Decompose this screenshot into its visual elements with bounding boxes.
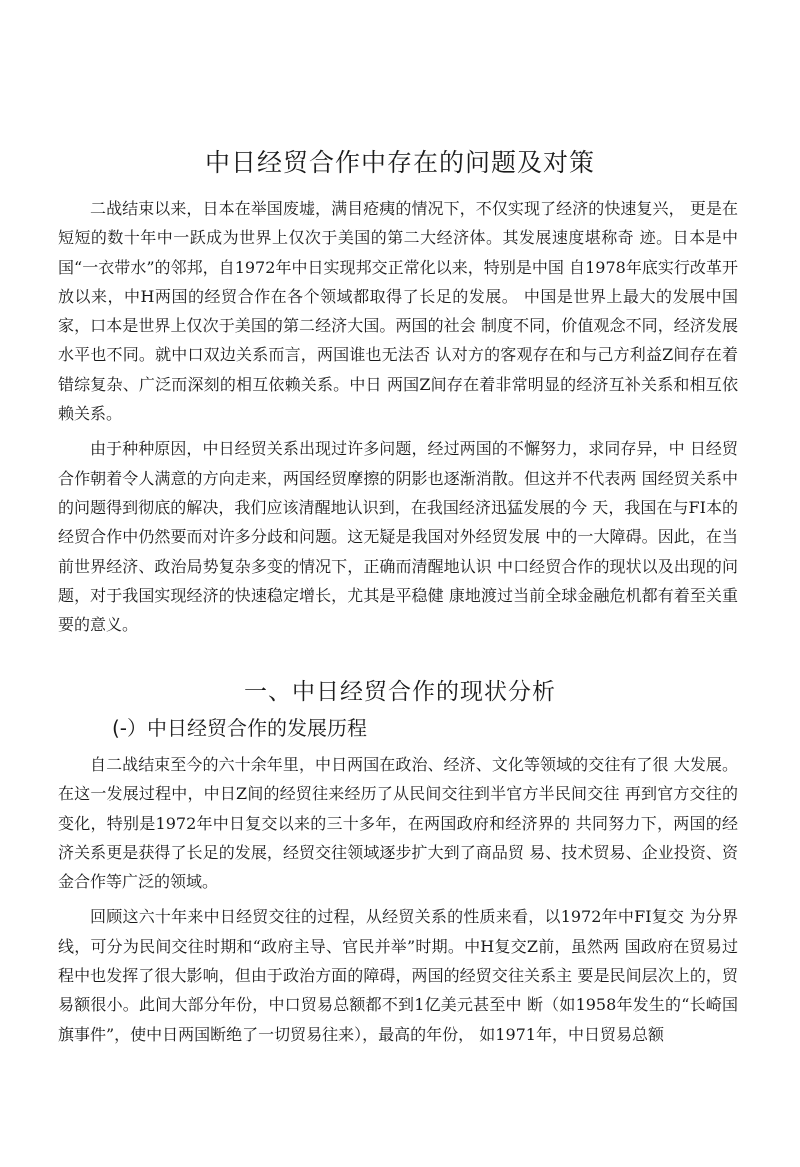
subsection-paragraph-1: 自二战结束至今的六十余年里，中日两国在政治、经济、文化等领域的交往有了很 大发展。在这一发展过程中，中日Z间的经贸往来经历了从民间交往到半官方半民间交往 再到官方交往的变化，特别是1972年中日复交以来的三十多年，在两国政府和经济界的 共同努力下，两国的经济关系更是获得了长足的发展，经贸交往领域逐步扩大到了商品贸 易、技术贸易、企业投资、资金合作等广泛的领域。 xyxy=(58,755,738,892)
document-title: 中日经贸合作中存在的问题及对策 xyxy=(204,148,595,177)
intro-paragraph-1: 二战结束以来，日本在举国废墟，满目疮痍的情况下，不仅实现了经济的快速复兴， 更是在短短的数十年中一跃成为世界上仅次于美国的第二大经济体。其发展速度堪称奇 迹。日本是中国“一衣带水”的邻邦，自1972年中日实现邦交正常化以来，特别是中国 自1978年底实行改革开放以来，中H两国的经贸合作在各个领域都取得了长足的发展。 中国是世界上最大的发展中国家，口本是世界上仅次于美国的第二经济大国。两国的社会 制度不同，价值观念不同，经济发展水平也不同。就中口双边关系而言，两国谁也无法否 认对方的客观存在和与己方利益Z间存在着错综复杂、广泛而深刻的相互依赖关系。中日 两国Z间存在着非常明显的经济互补关系和相互依赖关系。 xyxy=(58,199,738,424)
section-heading: 一、中日经贸合作的现状分析 xyxy=(244,679,556,705)
intro-paragraph-2: 由于种种原因，中日经贸关系出现过许多问题，经过两国的不懈努力，求同存异，中 日经贸合作朝着令人满意的方向走来，两国经贸摩擦的阴影也逐渐消散。但这并不代表两 国经贸关系中的问题得到彻底的解决，我们应该清醒地认识到，在我国经济迅猛发展的今 天，我国在与FI本的经贸合作中仍然要而对许多分歧和问题。这无疑是我国对外经贸发展 中的一大障碍。因此，在当前世界经济、政治局势复杂多变的情况下，正确而清醒地认识 中口经贸合作的现状以及出现的问题，对于我国实现经济的快速稳定增长，尤其是平稳健 康地渡过当前全球金融危机都有着至关重要的意义。 xyxy=(58,439,738,635)
subsection-heading: (-）中日经贸合作的发展历程 xyxy=(112,716,368,740)
intro-section xyxy=(58,194,738,639)
subsection-body xyxy=(58,750,738,1049)
subsection-paragraph-2: 回顾这六十年来中日经贸交往的过程，从经贸关系的性质来看，以1972年中FI复交 为分界线，可分为民间交往时期和“政府主导、官民并举”时期。中H复交Z前，虽然两 国政府在贸易过程中也发挥了很大影响，但由于政治方面的障碍，两国的经贸交往关系主 要是民间层次上的，贸易额很小。此间大部分年份，中口贸易总额都不到1亿美元甚至中 断（如1958年发生的“长崎国旗事件”，使中日两国断绝了一切贸易往来），最高的年份， 如1971年，中日贸易总额 xyxy=(58,907,738,1044)
